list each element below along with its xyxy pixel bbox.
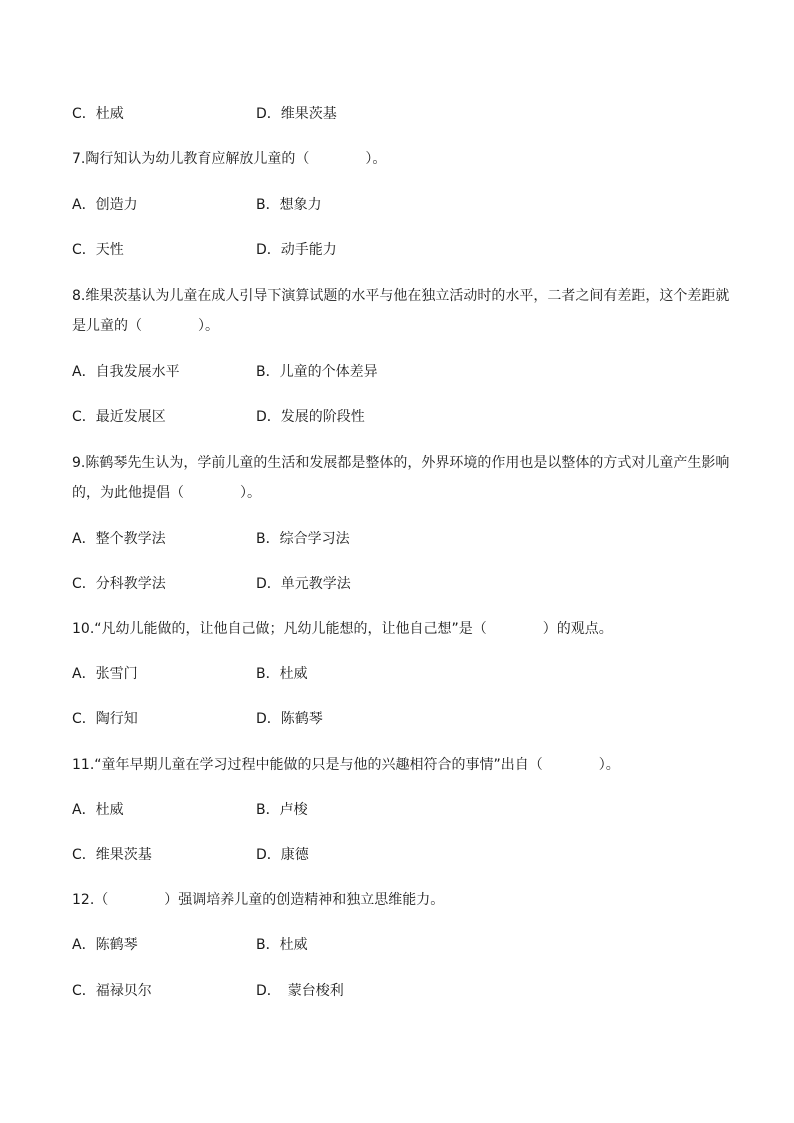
option-c-q7: C．天性 [72,242,124,258]
option-a-q12: A．陈鹤琴 [72,937,138,953]
option-b-q7: B．想象力 [256,197,322,213]
option-c-q10: C．陶行知 [72,711,138,727]
option-c-q6: C．杜威 [72,106,124,122]
option-c-q11: C．维果茨基 [72,847,152,863]
option-d-q11: D．康德 [256,847,309,863]
question-10: 10.“凡幼儿能做的，让他自己做；凡幼儿能想的，让他自己想”是（ ）的观点。 [72,621,613,637]
option-b-q8: B．儿童的个体差异 [256,364,378,380]
option-d-q9: D．单元教学法 [256,576,351,592]
option-b-q9: B．综合学习法 [256,531,350,547]
question-9-line2: 的，为此他提倡（ ）。 [72,485,261,501]
option-d-q6: D．维果茨基 [256,106,337,122]
option-d-q12: D． 蒙台梭利 [256,983,344,999]
option-a-q10: A．张雪门 [72,666,138,682]
question-12: 12.（ ）强调培养儿童的创造精神和独立思维能力。 [72,892,445,908]
option-d-q8: D．发展的阶段性 [256,409,365,425]
option-a-q9: A．整个教学法 [72,531,166,547]
question-7: 7.陶行知认为幼儿教育应解放儿童的（ ）。 [72,151,387,167]
question-9-line1: 9.陈鹤琴先生认为，学前儿童的生活和发展都是整体的，外界环境的作用也是以整体的方式对儿童产生影响 [72,455,730,471]
option-a-q11: A．杜威 [72,802,124,818]
question-11: 11.“童年早期儿童在学习过程中能做的只是与他的兴趣相符合的事情”出自（ ）。 [72,757,620,773]
option-c-q8: C．最近发展区 [72,409,166,425]
option-b-q12: B．杜威 [256,937,308,953]
option-b-q11: B．卢梭 [256,802,308,818]
option-c-q9: C．分科教学法 [72,576,166,592]
option-a-q8: A．自我发展水平 [72,364,180,380]
question-8-line2: 是儿童的（ ）。 [72,318,219,334]
option-d-q7: D．动手能力 [256,242,337,258]
option-c-q12: C．福禄贝尔 [72,983,152,999]
option-d-q10: D．陈鹤琴 [256,711,323,727]
question-8-line1: 8.维果茨基认为儿童在成人引导下演算试题的水平与他在独立活动时的水平，二者之间有差距，这个差距就 [72,288,730,304]
option-a-q7: A．创造力 [72,197,138,213]
option-b-q10: B．杜威 [256,666,308,682]
